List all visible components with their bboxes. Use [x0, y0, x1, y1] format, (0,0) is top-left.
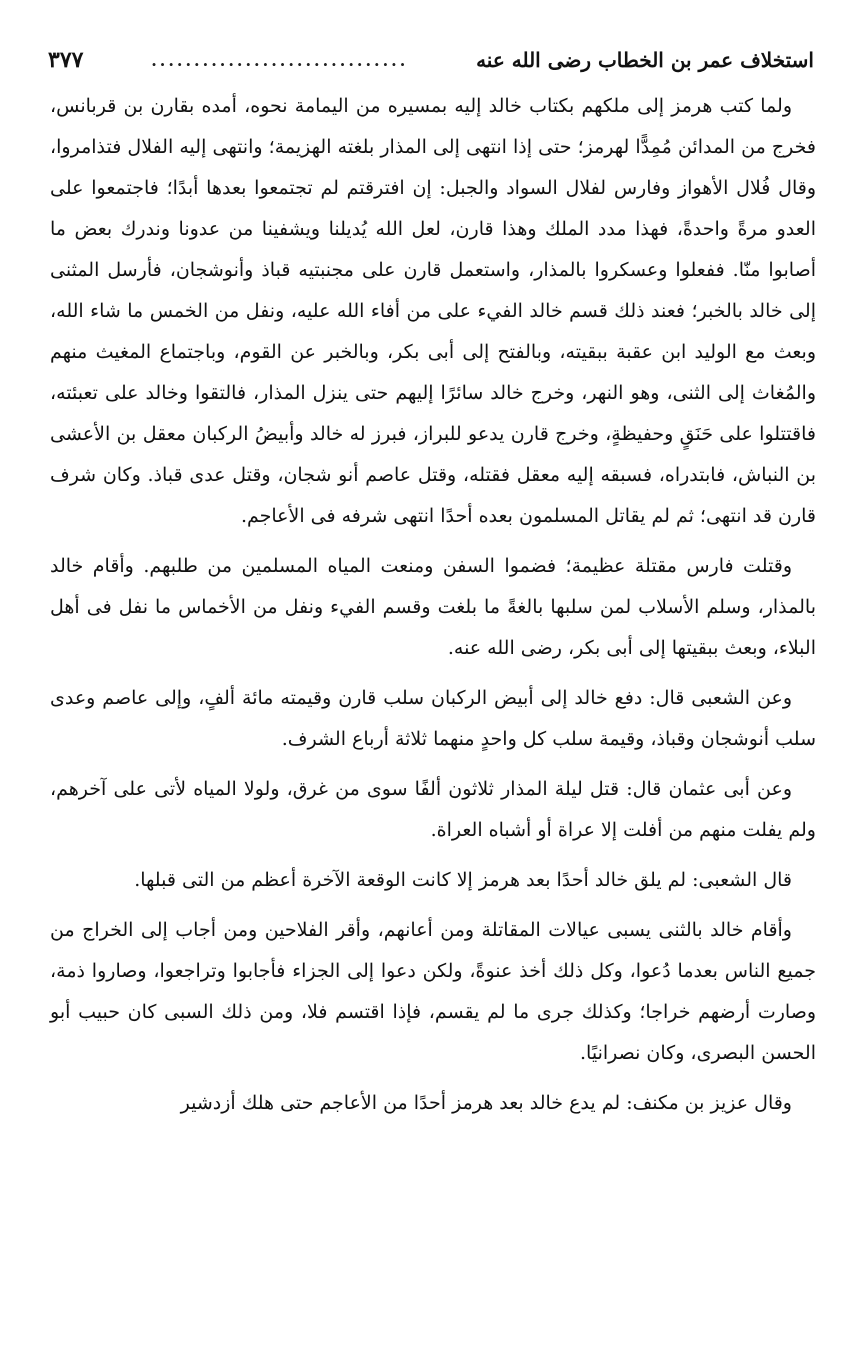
paragraph: وعن أبى عثمان قال: قتل ليلة المذار ثلاثون ألفًا سوى من غرق، ولولا المياه لأتى على آخرهم، ولم يفلت منهم من أفلت إلا عراة أو أشباه العراة. [50, 778, 816, 841]
paragraph: ولما كتب هرمز إلى ملكهم بكتاب خالد إليه بمسيره من اليمامة نحوه، أمده بقارن بن قربانس، فخرج من المدائن مُمِدًّا لهرمز؛ حتى إذا انتهى إلى المذار بلغته الهزيمة؛ وانتهى إليه الفلال فتذامروا، وقال فُلال الأهواز وفارس لفلال السواد والجبل: إن افترقتم لم تجتمعوا بعدها أبدًا؛ فاجتمعوا على العدو مرةً واحدةً، فهذا مدد الملك وهذا قارن، لعل الله يُديلنا ويشفينا من عدونا وندرك بعض ما أصابوا منّا. ففعلوا وعسكروا بالمذار، واستعمل قارن على مجنبتيه قباذ وأنوشجان، فأرسل المثنى إلى خالد بالخبر؛ فعند ذلك قسم خالد الفيء على من أفاء الله عليه، ونفل من الخمس ما شاء الله، وبعث مع الوليد ابن عقبة ببقيته، وبالفتح إلى أبى بكر، وبالخبر عن القوم، وباجتماع المغيث منهم والمُغاث إلى الثنى، وهو النهر، وخرج خالد سائرًا إليهم حتى ينزل المذار، فالتقوا وخالد على تعبئته، فاقتتلوا على حَنَقٍ وحفيظةٍ، وخرج قارن يدعو للبراز، فبرز له خالد وأبيضُ الركبان معقل بن الأعشى بن النباش، فابتدراه، فسبقه إليه معقل فقتله، وقتل عاصم أنو شجان، وقتل عدى قباذ. وكان شرف قارن قد انتهى؛ ثم لم يقاتل المسلمون بعده أحدًا انتهى شرفه فى الأعاجم. [50, 95, 816, 527]
leader-dots: .............................. [151, 50, 409, 70]
paragraph: وأقام خالد بالثنى يسبى عيالات المقاتلة ومن أعانهم، وأقر الفلاحين ومن أجاب إلى الخراج من جميع الناس بعدما دُعوا، وكل ذلك أخذ عنوةً، ولكن دعوا إلى الجزاء فأجابوا وتراجعوا، وصاروا ذمة، وصارت أرضهم خراجا؛ وكذلك جرى ما لم يقسم، فإذا اقتسم فلا، ومن ذلك السبى كان حبيب أبو الحسن البصرى، وكان نصرانيًا. [50, 919, 816, 1064]
body-text [50, 86, 816, 1124]
running-header [48, 40, 814, 80]
chapter-title: استخلاف عمر بن الخطاب رضى الله عنه [476, 48, 814, 72]
paragraph: وعن الشعبى قال: دفع خالد إلى أبيض الركبان سلب قارن وقيمته مائة ألفٍ، وإلى عاصم وعدى سلب أنوشجان وقباذ، وقيمة سلب كل واحدٍ منهما ثلاثة أرباع الشرف. [50, 687, 816, 750]
paragraph: وقال عزيز بن مكنف: لم يدع خالد بعد هرمز أحدًا من الأعاجم حتى هلك أزدشير [180, 1092, 792, 1114]
page-number: ٣٧٧ [48, 47, 84, 73]
paragraph: قال الشعبى: لم يلق خالد أحدًا بعد هرمز إلا كانت الوقعة الآخرة أعظم من التى قبلها. [134, 869, 792, 891]
paragraph: وقتلت فارس مقتلة عظيمة؛ فضموا السفن ومنعت المياه المسلمين من طلبهم. وأقام خالد بالمذار، وسلم الأسلاب لمن سلبها بالغةً ما بلغت وقسم الفيء ونفل من الأخماس ما نفل فى أهل البلاء، وبعث ببقيتها إلى أبى بكر، رضى الله عنه. [50, 555, 816, 659]
